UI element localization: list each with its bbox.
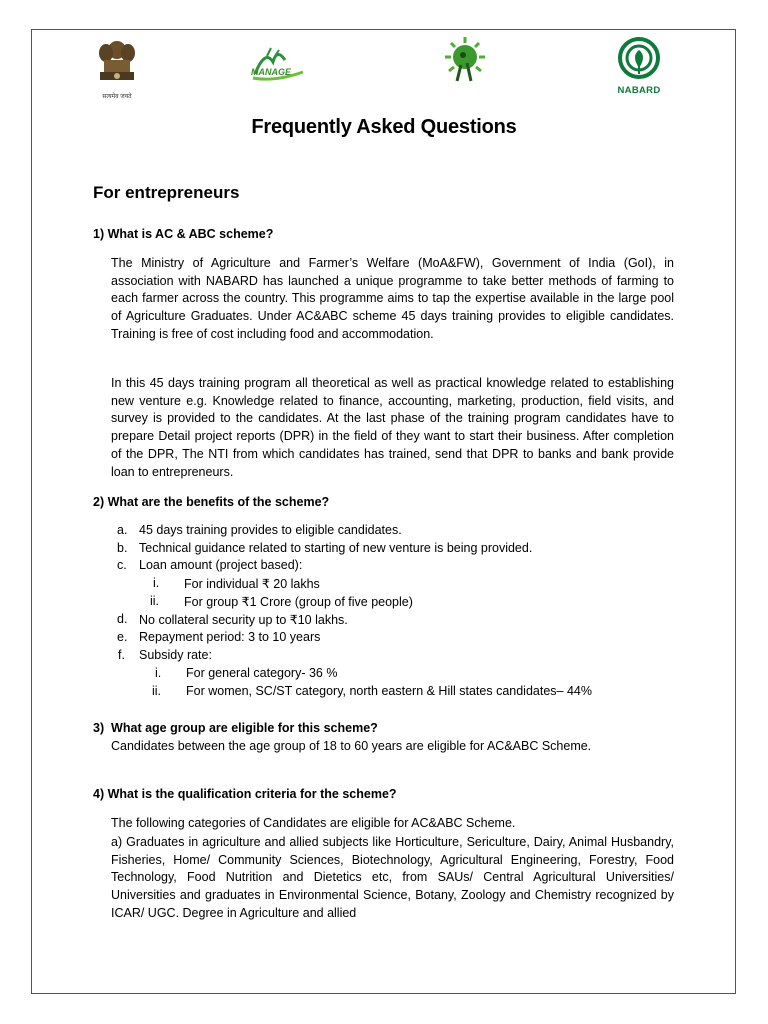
- list-marker: c.: [117, 558, 127, 572]
- question-4: 4) What is the qualification criteria for the scheme?: [93, 787, 397, 801]
- list-item: 45 days training provides to eligible candidates.: [139, 523, 402, 537]
- nabard-text: NABARD: [617, 85, 661, 96]
- list-item: Technical guidance related to starting of new venture is being provided.: [139, 541, 533, 555]
- list-item: Subsidy rate:: [139, 648, 212, 662]
- sublist-marker: ii.: [152, 684, 162, 698]
- question-2: 2) What are the benefits of the scheme?: [93, 495, 330, 509]
- question-3: 3) What age group are eligible for this scheme?: [93, 721, 378, 735]
- sublist-marker: i.: [155, 666, 162, 680]
- list-item: Repayment period: 3 to 10 years: [139, 630, 321, 644]
- manage-logo: [245, 44, 310, 86]
- emblem-logo: [92, 38, 142, 100]
- page-title: Frequently Asked Questions: [251, 116, 517, 138]
- sublist-item: For women, SC/ST category, north eastern & Hill states candidates– 44%: [186, 684, 592, 698]
- list-marker: e.: [117, 630, 128, 644]
- sublist-item: For general category- 36 %: [186, 666, 338, 680]
- section-heading: For entrepreneurs: [93, 183, 240, 202]
- sublist-item: For group ₹1 Crore (group of five people): [184, 595, 413, 609]
- sun-tree-logo: [433, 35, 497, 85]
- question-1: 1) What is AC & ABC scheme?: [93, 227, 274, 241]
- q1-paragraph-2: In this 45 days training program all theoretical as well as practical knowledge related to establishing new venture e.g. Knowledge related to finance, accounting, marketing, production, field visits, and survey is provided to the candidates. At the last phase of the training program candidates have to prepare Detail project reports (DPR) in the field of they want to start their business. After completion of the DPR, The NTI from which candidates has trained, send that DPR to banks and bank provide loan to entrepreneurs.: [111, 376, 674, 479]
- list-marker: a.: [117, 523, 128, 537]
- sublist-marker: i.: [153, 576, 160, 590]
- q3-answer: Candidates between the age group of 18 to 60 years are eligible for AC&ABC Scheme.: [111, 739, 592, 753]
- list-marker: f.: [118, 648, 125, 662]
- q4-intro: The following categories of Candidates are eligible for AC&ABC Scheme.: [111, 816, 516, 830]
- sublist-marker: ii.: [150, 594, 160, 608]
- q1-paragraph-1: The Ministry of Agriculture and Farmer’s Welfare (MoA&FW), Government of India (GoI), in association with NABARD has launched a unique programme to take better methods of farming to each farmer across the country. This programme aims to tap the expertise available in the large pool of Agriculture Graduates. Under AC&ABC scheme 45 days training provides to eligible candidates. Training is free of cost including food and accommodation.: [111, 256, 674, 341]
- list-item: Loan amount (project based):: [139, 558, 303, 572]
- list-item: No collateral security up to ₹10 lakhs.: [139, 613, 348, 627]
- manage-text: MANAGE: [251, 67, 291, 77]
- list-marker: b.: [117, 541, 128, 555]
- nabard-logo: [603, 36, 675, 96]
- list-marker: d.: [117, 612, 128, 626]
- emblem-caption: सत्यमेव जयते: [102, 94, 132, 100]
- sublist-item: For individual ₹ 20 lakhs: [184, 577, 320, 591]
- q4-paragraph: a) Graduates in agriculture and allied subjects like Horticulture, Sericulture, Dairy, Animal Husbandry, Fisheries, Home/ Community Sciences, Biotechnology, Agricultural Engineering, Forestry, Food Technology, Food Nutrition and Dietetics etc, from SAUs/ Central Agricultural Universities/ Universities and graduates in Environmental Science, Botany, Zoology and Chemistry recognized by ICAR/ UGC. Degree in Agriculture and allied: [111, 835, 674, 920]
